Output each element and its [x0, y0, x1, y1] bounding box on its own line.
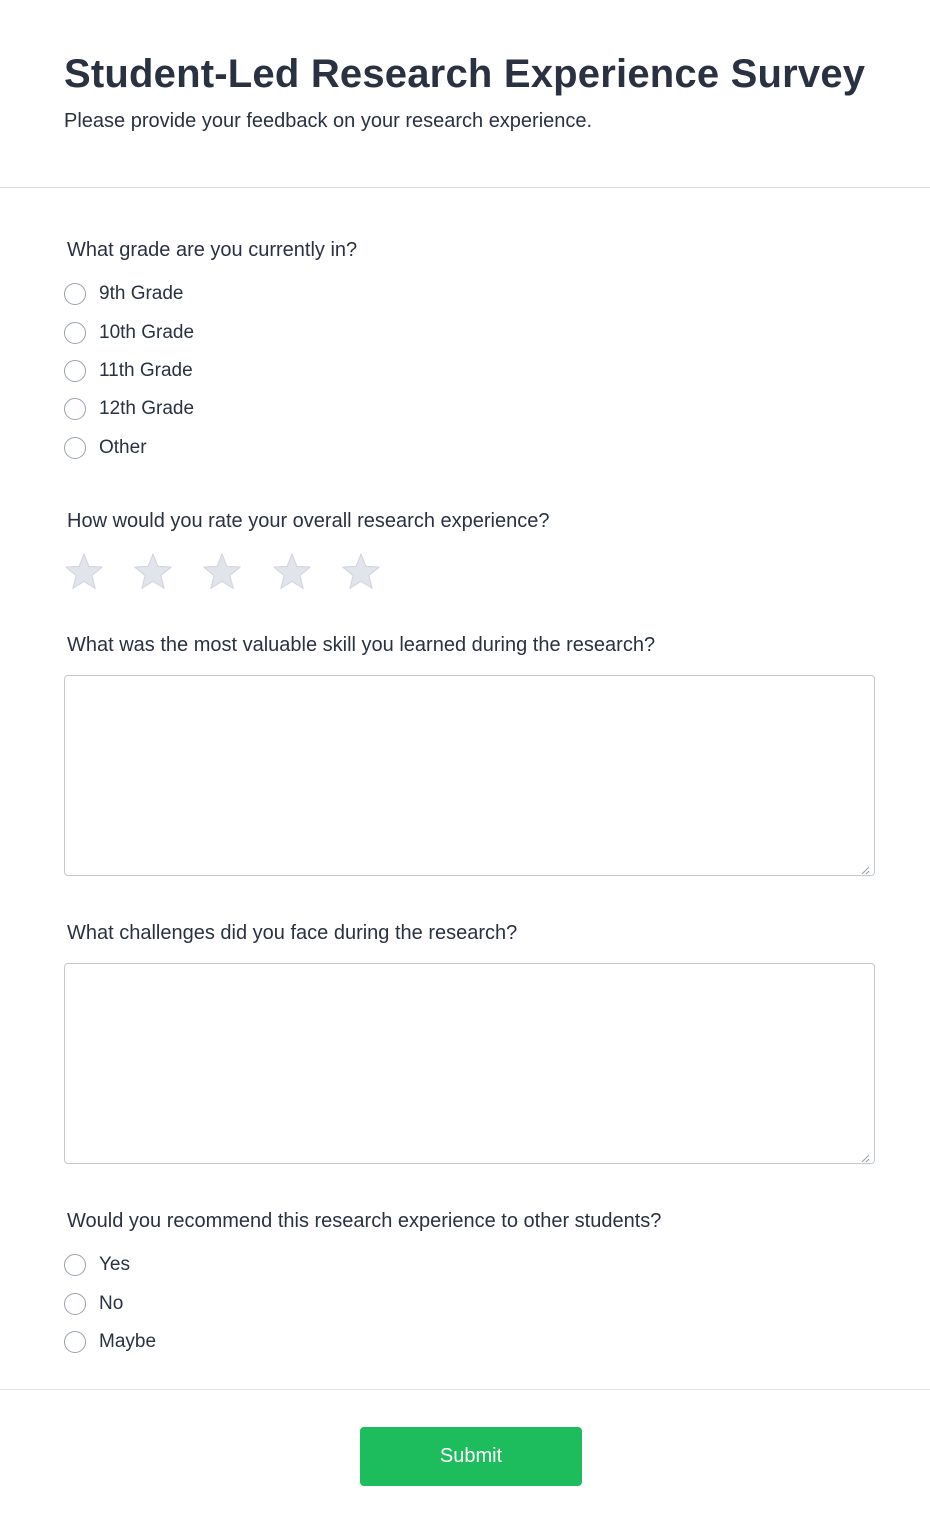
recommend-option-yes[interactable]: [64, 1252, 130, 1278]
star-2-icon[interactable]: [133, 552, 173, 592]
star-4-icon[interactable]: [272, 552, 312, 592]
option-label: 9th Grade: [99, 283, 184, 304]
grade-option-9th[interactable]: [64, 281, 184, 307]
option-label: Yes: [99, 1254, 130, 1275]
radio-button[interactable]: [64, 283, 86, 305]
star-3-icon[interactable]: [202, 552, 242, 592]
grade-option-10th[interactable]: [64, 320, 194, 346]
submit-button[interactable]: Submit: [360, 1427, 582, 1486]
recommend-option-maybe[interactable]: [64, 1329, 156, 1355]
radio-button[interactable]: [64, 437, 86, 459]
skill-textarea[interactable]: [64, 675, 875, 876]
radio-button[interactable]: [64, 1331, 86, 1353]
challenges-textarea[interactable]: [64, 963, 875, 1164]
grade-option-other[interactable]: [64, 435, 147, 461]
resize-handle-icon[interactable]: [860, 1150, 870, 1160]
star-1-icon[interactable]: [64, 552, 104, 592]
page-title: Student-Led Research Experience Survey: [64, 52, 866, 96]
skill-question-label: What was the most valuable skill you learned during the research?: [67, 634, 656, 656]
radio-button[interactable]: [64, 1254, 86, 1276]
radio-button[interactable]: [64, 360, 86, 382]
survey-header: [0, 0, 930, 188]
rating-question-label: How would you rate your overall research experience?: [67, 510, 550, 532]
resize-handle-icon[interactable]: [860, 862, 870, 872]
radio-button[interactable]: [64, 322, 86, 344]
option-label: Maybe: [99, 1331, 157, 1352]
star-5-icon[interactable]: [341, 552, 381, 592]
option-label: Other: [99, 437, 147, 458]
grade-option-12th[interactable]: [64, 396, 194, 422]
option-label: 11th Grade: [99, 360, 193, 381]
footer-divider: [0, 1389, 930, 1390]
grade-option-11th[interactable]: [64, 358, 193, 384]
challenges-question-label: What challenges did you face during the research?: [67, 922, 518, 944]
radio-button[interactable]: [64, 398, 86, 420]
radio-button[interactable]: [64, 1293, 86, 1315]
recommend-question-label: Would you recommend this research experience to other students?: [67, 1210, 662, 1232]
option-label: 12th Grade: [99, 398, 195, 419]
recommend-option-no[interactable]: [64, 1291, 123, 1317]
page-subtitle: Please provide your feedback on your research experience.: [64, 110, 593, 132]
option-label: 10th Grade: [99, 322, 195, 343]
grade-question-label: What grade are you currently in?: [67, 239, 358, 261]
option-label: No: [99, 1293, 124, 1314]
